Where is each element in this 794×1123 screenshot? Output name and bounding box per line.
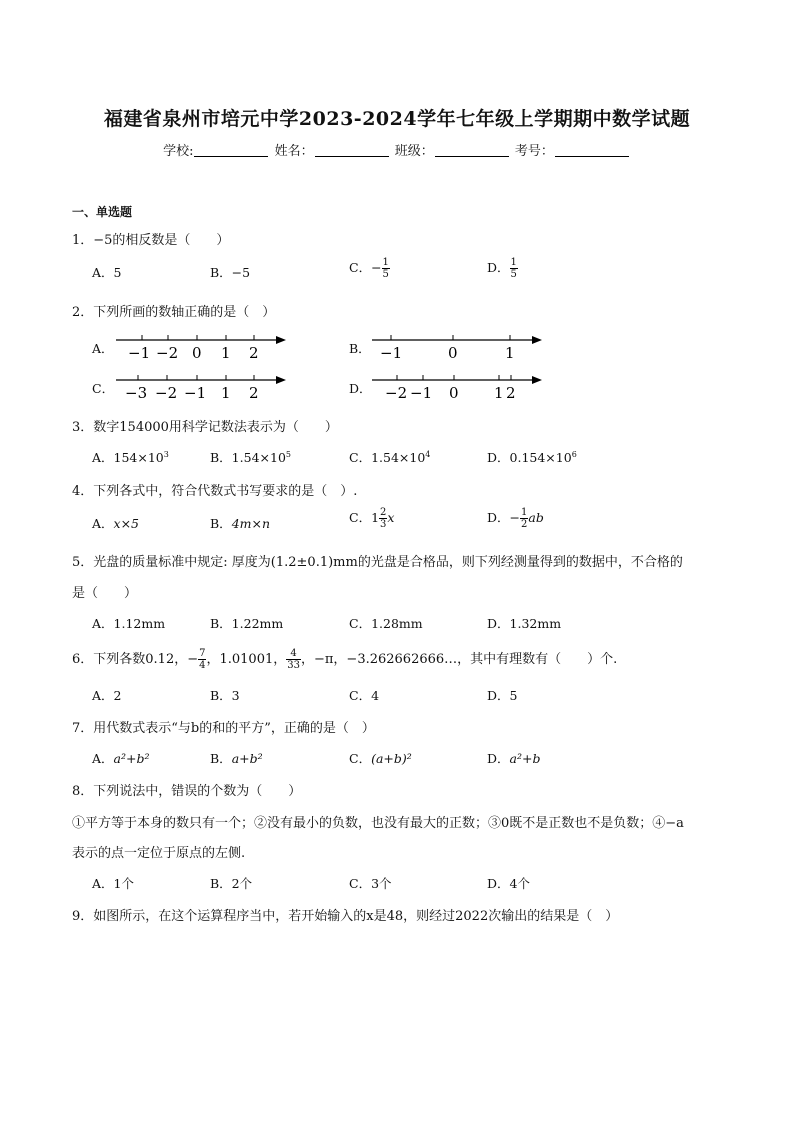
q6-text-start: 6．下列各数0.12，− (72, 652, 199, 667)
tick-label: 1 (505, 344, 515, 362)
tick-label: 2 (249, 344, 259, 362)
q4-option-a[interactable] (92, 514, 139, 532)
q4-b-expr: 4m×n (231, 516, 271, 531)
denominator: 4 (199, 660, 206, 671)
q5-option-d[interactable]: D．1.32mm (487, 616, 562, 631)
q4-option-b[interactable] (210, 514, 270, 532)
q7-option-d[interactable] (487, 749, 540, 767)
exponent: 6 (571, 449, 577, 459)
q2-option-b-label[interactable]: B． (349, 341, 371, 356)
q4-b-prefix: B． (210, 516, 232, 531)
school-label: 学校: (163, 144, 194, 159)
q7-c-prefix: C． (349, 751, 372, 766)
q8-option-c[interactable]: C．3个 (349, 876, 392, 891)
q7-a-expr: a²+b² (113, 751, 150, 766)
q4-d-prefix: D．− (487, 510, 520, 525)
tick-label: 1 (494, 384, 504, 402)
exam-no-label: 考号： (514, 144, 554, 159)
number-line-c (112, 370, 292, 410)
question-6 (72, 648, 617, 671)
q1-option-a[interactable]: A．5 (92, 265, 122, 280)
q1-c-prefix: C．− (349, 260, 382, 275)
question-8-statements: ①平方等于本身的数只有一个；②没有最小的负数，也没有最大的正数；③0既不是正数也不是负数；④−a (72, 816, 684, 831)
number-line-b (370, 330, 550, 370)
q7-d-prefix: D． (487, 751, 510, 766)
q6-text-end: ，−π，−3.262662666…，其中有理数有（ ）个. (300, 652, 618, 667)
q6-option-c[interactable]: C．4 (349, 688, 380, 703)
q6-option-d[interactable]: D．5 (487, 688, 518, 703)
q1-option-d[interactable] (487, 257, 518, 280)
numerator: 4 (286, 648, 301, 660)
q7-c-expr: (a+b)² (371, 751, 412, 766)
student-info-line (0, 140, 794, 159)
q6-option-b[interactable]: B．3 (210, 688, 240, 703)
denominator: 3 (380, 519, 387, 530)
q7-d-expr: a²+b (509, 751, 541, 766)
question-5: 5．光盘的质量标准中规定: 厚度为(1.2±0.1)mm的光盘是合格品，则下列经测量得到的数据中，不合格的 (72, 555, 683, 570)
question-6-options (92, 686, 712, 706)
numerator: 1 (521, 507, 528, 518)
q3-a-text: A．154×10 (92, 450, 164, 465)
question-1: 1．−5的相反数是（ ） (72, 233, 230, 248)
q4-d-var: ab (528, 510, 544, 525)
q4-a-expr: x×5 (113, 516, 140, 531)
numerator: 2 (380, 507, 387, 518)
q5-option-a[interactable]: A．1.12mm (92, 616, 166, 631)
tick-label: 2 (506, 384, 516, 402)
question-5-cont: 是（ ） (72, 586, 138, 601)
tick-label: −1 (128, 344, 151, 362)
q4-option-c[interactable] (349, 507, 394, 530)
q3-b-text: B．1.54×10 (210, 450, 286, 465)
question-3: 3．数字154000用科学记数法表示为（ ） (72, 420, 338, 435)
denominator: 33 (287, 660, 300, 671)
question-8-options (92, 874, 712, 894)
tick-label: −1 (380, 344, 403, 362)
q1-option-c[interactable] (349, 257, 390, 280)
q4-c-prefix: C．1 (349, 510, 380, 525)
question-2: 2．下列所画的数轴正确的是（ ） (72, 305, 276, 320)
q1-d-prefix: D． (487, 260, 510, 275)
q3-d-text: D．0.154×10 (487, 450, 572, 465)
page-title: 福建省泉州市培元中学2023-2024学年七年级上学期期中数学试题 (103, 108, 691, 130)
q5-option-b[interactable]: B．1.22mm (210, 616, 284, 631)
q7-option-b[interactable] (210, 749, 263, 767)
denominator: 2 (521, 519, 528, 530)
question-7: 7．用代数式表示“与b的和的平方”，正确的是（ ） (72, 721, 375, 736)
numerator: 1 (510, 257, 517, 268)
tick-label: −1 (410, 384, 433, 402)
name-blank[interactable] (315, 144, 389, 157)
question-4-options (92, 507, 712, 534)
number-line-d (370, 370, 550, 410)
tick-label: 1 (221, 344, 231, 362)
q1-c-fraction (382, 257, 390, 280)
q2-option-a-label[interactable]: A． (92, 341, 114, 356)
q3-c-text: C．1.54×10 (349, 450, 426, 465)
class-blank[interactable] (435, 144, 509, 157)
q3-option-a[interactable] (92, 448, 169, 466)
tick-label: 1 (221, 384, 231, 402)
q6-fraction-2 (286, 648, 301, 671)
tick-label: −2 (155, 384, 178, 402)
q4-a-prefix: A． (92, 516, 114, 531)
q7-option-c[interactable] (349, 749, 412, 767)
q1-option-b[interactable]: B．−5 (210, 265, 251, 280)
q3-option-b[interactable] (210, 448, 291, 466)
q2-option-c-label[interactable]: C． (92, 381, 115, 396)
tick-label: 2 (249, 384, 259, 402)
tick-label: 0 (448, 344, 458, 362)
q7-b-expr: a+b² (231, 751, 263, 766)
tick-label: −3 (125, 384, 148, 402)
q8-option-a[interactable]: A．1个 (92, 876, 134, 891)
school-blank[interactable] (194, 144, 268, 157)
tick-label: −2 (385, 384, 408, 402)
question-8-statements-cont: 表示的点一定位于原点的左侧. (72, 846, 246, 861)
exam-no-blank[interactable] (555, 144, 629, 157)
exponent: 3 (163, 449, 169, 459)
denominator: 5 (382, 269, 389, 280)
tick-label: −1 (184, 384, 207, 402)
q3-option-d[interactable] (487, 448, 577, 466)
question-5-options (92, 614, 712, 634)
exponent: 4 (425, 449, 431, 459)
question-4: 4．下列各式中，符合代数式书写要求的是（ ）. (72, 484, 358, 499)
section-heading: 一、单选题 (72, 205, 133, 219)
tick-label: −2 (156, 344, 179, 362)
q1-d-fraction (510, 257, 518, 280)
q7-b-prefix: B． (210, 751, 232, 766)
number-line-a (112, 330, 292, 370)
numerator: 1 (382, 257, 389, 268)
q7-option-a[interactable] (92, 749, 149, 767)
q5-option-c[interactable]: C．1.28mm (349, 616, 423, 631)
q8-option-b[interactable]: B．2个 (210, 876, 253, 891)
q3-option-c[interactable] (349, 448, 430, 466)
question-1-options (92, 257, 712, 283)
q6-text-mid: ，1.01001， (206, 652, 287, 667)
q6-option-a[interactable]: A．2 (92, 688, 122, 703)
q4-c-var: x (387, 510, 395, 525)
q7-a-prefix: A． (92, 751, 114, 766)
exponent: 5 (285, 449, 291, 459)
numerator: 7 (199, 648, 206, 659)
question-7-options (92, 749, 712, 769)
q2-option-d-label[interactable]: D． (349, 381, 372, 396)
question-8: 8．下列说法中，错误的个数为（ ） (72, 784, 302, 799)
name-label: 姓名： (274, 144, 314, 159)
tick-label: 0 (192, 344, 202, 362)
q8-option-d[interactable]: D．4个 (487, 876, 530, 891)
q4-option-d[interactable] (487, 507, 544, 530)
question-9: 9．如图所示，在这个运算程序当中，若开始输入的x是48，则经过2022次输出的结果是（ ） (72, 909, 619, 924)
denominator: 5 (510, 269, 517, 280)
class-label: 班级： (394, 144, 434, 159)
question-3-options (92, 448, 712, 468)
tick-label: 0 (449, 384, 459, 402)
